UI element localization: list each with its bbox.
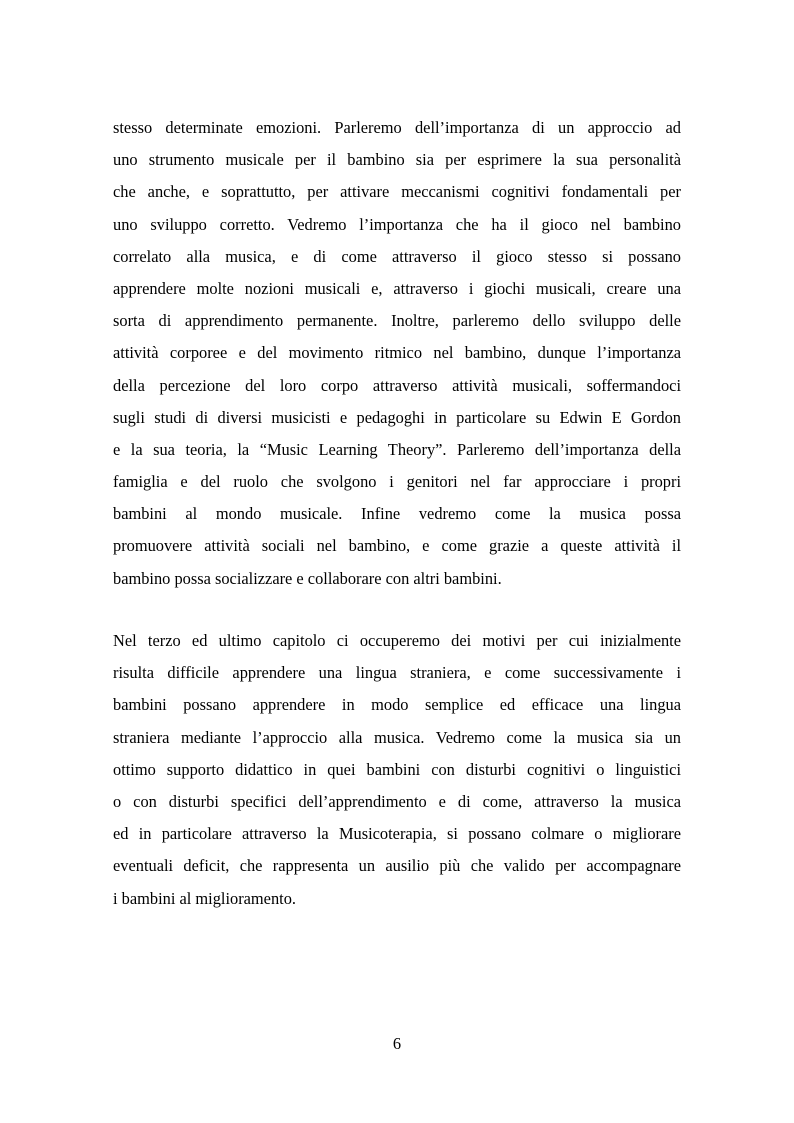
text-line: che anche, e soprattutto, per attivare meccanismi cognitivi fondamentali per bbox=[113, 182, 681, 202]
text-line: uno strumento musicale per il bambino sia per esprimere la sua personalità bbox=[113, 150, 681, 170]
text-line: bambini possano apprendere in modo semplice ed efficace una lingua bbox=[113, 695, 681, 715]
text-line: famiglia e del ruolo che svolgono i genitori nel far approcciare i propri bbox=[113, 472, 681, 492]
text-line: apprendere molte nozioni musicali e, attraverso i giochi musicali, creare una bbox=[113, 278, 681, 298]
paragraph-1 bbox=[113, 112, 681, 595]
text-line: attività corporee e del movimento ritmico nel bambino, dunque l’importanza bbox=[113, 343, 681, 363]
text-line: bambini al mondo musicale. Infine vedremo come la musica possa bbox=[113, 504, 681, 524]
text-line: sorta di apprendimento permanente. Inoltre, parleremo dello sviluppo delle bbox=[113, 311, 681, 331]
page-number: 6 bbox=[392, 1034, 402, 1053]
text-line: e la sua teoria, la “Music Learning Theory”. Parleremo dell’importanza della bbox=[113, 439, 681, 459]
text-line: stesso determinate emozioni. Parleremo dell’importanza di un approccio ad bbox=[113, 118, 681, 137]
text-line: i bambini al miglioramento. bbox=[113, 888, 296, 908]
text-line: promuovere attività sociali nel bambino, e come grazie a queste attività il bbox=[113, 536, 681, 556]
text-line: sugli studi di diversi musicisti e pedagoghi in particolare su Edwin E Gordon bbox=[113, 407, 681, 427]
text-line: eventuali deficit, che rappresenta un ausilio più che valido per accompagnare bbox=[113, 856, 681, 876]
text-line: bambino possa socializzare e collaborare con altri bambini. bbox=[113, 568, 502, 588]
paragraph-2 bbox=[113, 625, 681, 915]
text-line: straniera mediante l’approccio alla musica. Vedremo come la musica sia un bbox=[113, 727, 681, 747]
text-line: o con disturbi specifici dell’apprendimento e di come, attraverso la musica bbox=[113, 791, 681, 811]
text-line: ottimo supporto didattico in quei bambini con disturbi cognitivi o linguistici bbox=[113, 759, 681, 779]
text-line: ed in particolare attraverso la Musicoterapia, si possano colmare o migliorare bbox=[113, 824, 681, 844]
text-line: risulta difficile apprendere una lingua straniera, e come successivamente i bbox=[113, 663, 681, 683]
text-line: uno sviluppo corretto. Vedremo l’importanza che ha il gioco nel bambino bbox=[113, 214, 681, 234]
text-line: Nel terzo ed ultimo capitolo ci occuperemo dei motivi per cui inizialmente bbox=[113, 631, 681, 650]
text-line: della percezione del loro corpo attraverso attività musicali, soffermandoci bbox=[113, 375, 681, 395]
text-line: correlato alla musica, e di come attraverso il gioco stesso si possano bbox=[113, 246, 681, 266]
